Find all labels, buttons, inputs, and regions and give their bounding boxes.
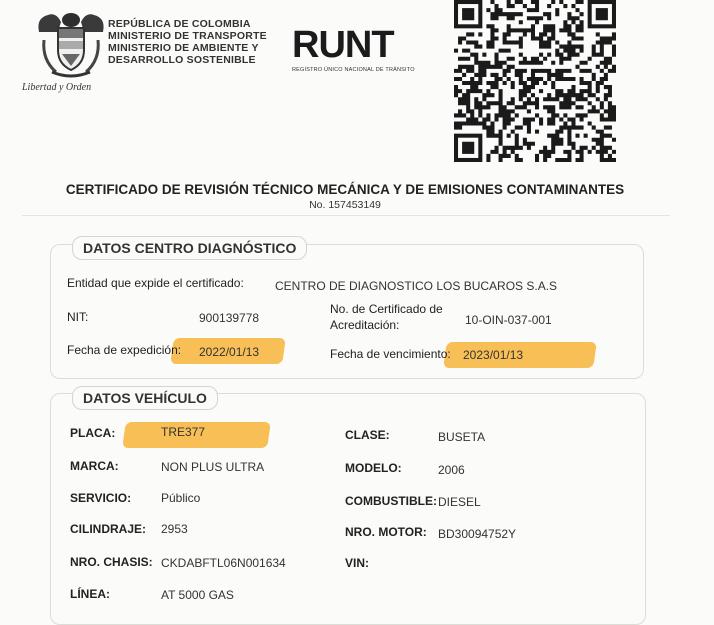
government-header — [108, 18, 267, 66]
entidad-label: Entidad que expide el certificado: — [67, 276, 244, 290]
placa-value: TRE377 — [161, 425, 206, 439]
runt-logo: RUNT — [292, 24, 394, 66]
cilindraje-value: 2953 — [161, 522, 188, 536]
section-title-centro: DATOS CENTRO DIAGNÓSTICO — [72, 236, 307, 260]
combustible-value: DIESEL — [438, 495, 481, 509]
modelo-value: 2006 — [438, 463, 465, 477]
servicio-label: SERVICIO: — [70, 491, 132, 505]
marca-value: NON PLUS ULTRA — [161, 460, 265, 474]
nro-chasis-value: CKDABFTL06N001634 — [161, 556, 286, 570]
header-divider — [22, 215, 670, 216]
gov-line: MINISTERIO DE TRANSPORTE — [108, 30, 267, 42]
nit-label: NIT: — [67, 310, 89, 324]
fecha-expedicion-label: Fecha de expedición: — [67, 343, 182, 357]
clase-label: CLASE: — [345, 428, 390, 442]
acreditacion-label-1: No. de Certificado de — [330, 302, 443, 316]
clase-value: BUSETA — [438, 430, 486, 444]
combustible-label: COMBUSTIBLE: — [345, 494, 437, 508]
servicio-value: Público — [161, 491, 201, 505]
crest-caption: Libertad y Orden — [22, 82, 92, 93]
fecha-expedicion-value: 2022/01/13 — [199, 345, 260, 359]
gov-line: REPÚBLICA DE COLOMBIA — [108, 18, 251, 30]
certificate-title: CERTIFICADO DE REVISIÓN TÉCNICO MECÁNICA Y DE EMISIONES CONTAMINANTES — [65, 182, 625, 197]
section-title-vehiculo: DATOS VEHÍCULO — [72, 386, 218, 410]
gov-line: MINISTERIO DE AMBIENTE Y — [108, 42, 259, 54]
placa-label: PLACA: — [70, 426, 116, 440]
cilindraje-label: CILINDRAJE: — [70, 522, 147, 536]
nro-chasis-label: NRO. CHASIS: — [70, 555, 153, 569]
runt-subtitle: REGISTRO ÚNICO NACIONAL DE TRÁNSITO — [292, 67, 415, 73]
vin-label: VIN: — [345, 556, 369, 570]
certificate-number: No. 157453149 — [309, 199, 381, 211]
fecha-vencimiento-label: Fecha de vencimiento: — [330, 347, 451, 361]
nro-motor-value: BD30094752Y — [438, 527, 517, 541]
acreditacion-value: 10-OIN-037-001 — [465, 313, 552, 327]
modelo-label: MODELO: — [345, 461, 402, 475]
nro-motor-label: NRO. MOTOR: — [345, 525, 427, 539]
marca-label: MARCA: — [70, 459, 119, 473]
qr-code-icon — [454, 0, 616, 162]
linea-label: LÍNEA: — [70, 587, 110, 601]
fecha-vencimiento-value: 2023/01/13 — [463, 348, 524, 362]
acreditacion-label-2: Acreditación: — [330, 318, 400, 332]
nit-value: 900139778 — [199, 311, 260, 325]
linea-value: AT 5000 GAS — [161, 588, 234, 602]
gov-line: DESARROLLO SOSTENIBLE — [108, 54, 256, 66]
entidad-value: CENTRO DE DIAGNOSTICO LOS BUCAROS S.A.S — [275, 279, 558, 293]
colombia-crest-icon — [34, 10, 108, 80]
